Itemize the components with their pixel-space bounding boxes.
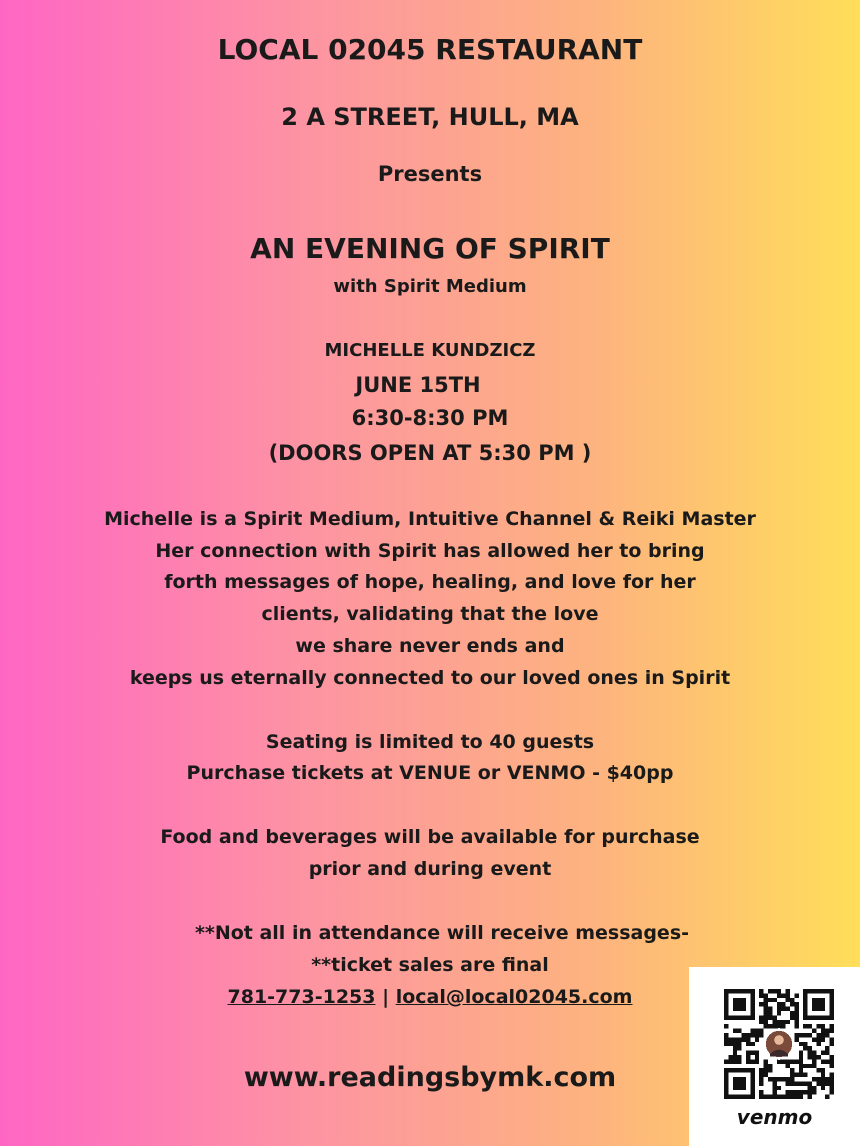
bio-line: Her connection with Spirit has allowed her to bring (155, 540, 705, 562)
venmo-qr-card (689, 967, 860, 1146)
qr-code-icon[interactable] (724, 989, 834, 1099)
ticket-final-note: **ticket sales are final (311, 954, 549, 976)
medium-name: MICHELLE KUNDZICZ (324, 340, 536, 361)
venue-name: LOCAL 02045 RESTAURANT (217, 33, 643, 66)
food-info: Food and beverages will be available for purchase (160, 826, 700, 848)
contact-separator: | (382, 986, 390, 1008)
email-link[interactable]: local@local02045.com (395, 986, 633, 1008)
event-title: AN EVENING OF SPIRIT (250, 232, 610, 265)
phone-link[interactable]: 781-773-1253 (227, 986, 376, 1008)
seating-info: Seating is limited to 40 guests (265, 731, 595, 753)
bio-line: keeps us eternally connected to our loved ones in Spirit (129, 667, 731, 689)
doors-open: (DOORS OPEN AT 5:30 PM ) (268, 441, 592, 465)
venue-address: 2 A STREET, HULL, MA (281, 103, 579, 131)
bio-line: we share never ends and (295, 635, 565, 657)
event-subtitle: with Spirit Medium (333, 276, 527, 297)
bio-line: clients, validating that the love (261, 603, 599, 625)
presents-label: Presents (377, 162, 483, 186)
event-date: JUNE 15TH (355, 373, 481, 397)
food-info-cont: prior and during event (308, 858, 552, 880)
event-time: 6:30-8:30 PM (351, 406, 509, 430)
website-link[interactable]: www.readingsbymk.com (243, 1062, 617, 1093)
ticket-purchase-info: Purchase tickets at VENUE or VENMO - $40pp (186, 762, 674, 784)
venmo-logo: venmo (736, 1105, 813, 1129)
bio-line: Michelle is a Spirit Medium, Intuitive Channel & Reiki Master (104, 508, 756, 530)
bio-line: forth messages of hope, healing, and love for her (164, 571, 696, 593)
messages-note: **Not all in attendance will receive messages- (194, 922, 690, 944)
